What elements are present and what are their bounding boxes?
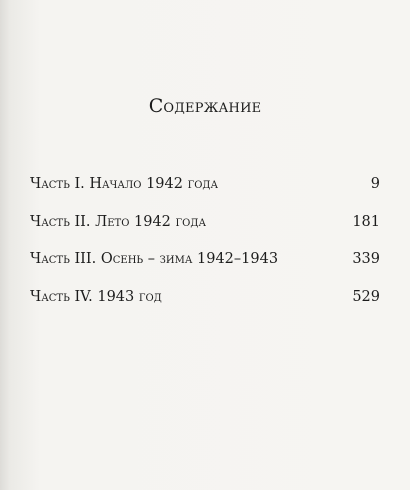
toc-entry-name: 1943 год: [97, 288, 162, 305]
toc-entry-page: 339: [352, 251, 380, 267]
toc-entry: [30, 245, 380, 283]
toc-entry-label: [30, 289, 162, 305]
toc-entry-part: Часть I.: [30, 176, 85, 192]
toc-entry-page: 181: [352, 213, 380, 230]
toc-entry-label: [30, 176, 218, 192]
toc-entry-part: Часть III.: [30, 251, 97, 267]
toc-entry-name: Начало 1942 года: [89, 176, 219, 192]
toc-entry: [30, 283, 380, 321]
toc-list: [30, 170, 380, 320]
toc-entry-page: 529: [352, 288, 380, 305]
toc-entry: [30, 208, 380, 246]
toc-entry-label: [30, 214, 206, 230]
toc-heading: Содержание: [148, 95, 262, 117]
toc-entry-page: 9: [370, 176, 380, 192]
toc-entry-name: Лето 1942 года: [95, 213, 207, 230]
toc-entry-part: Часть IV.: [30, 288, 93, 305]
toc-entry-label: [30, 251, 278, 267]
toc-entry-part: Часть II.: [30, 213, 91, 230]
toc-entry-name: Осень – зима 1942–1943: [100, 251, 279, 267]
toc-entry: [30, 170, 380, 208]
